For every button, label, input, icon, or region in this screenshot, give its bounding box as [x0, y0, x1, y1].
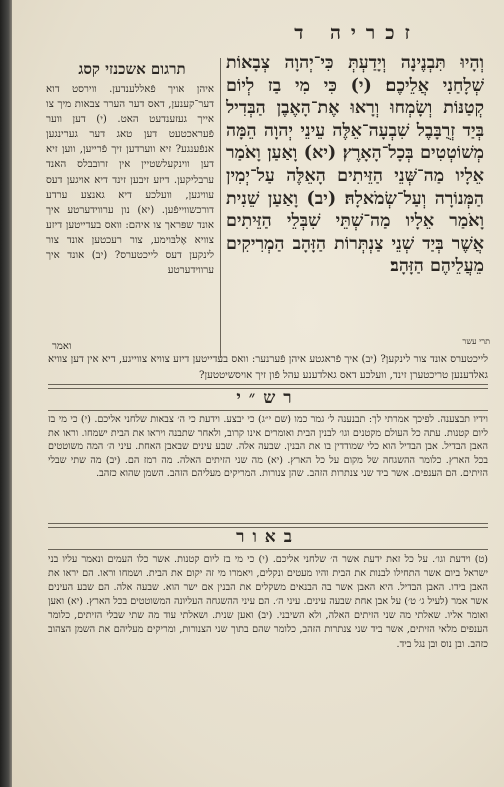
rashi-commentary: וידיו תבצענה. לפיכך אמרתי לך: תבנענה ל׳ גמר כמו (שם י״ג) כי יבצע. וידעת כי ה׳ צבאות שלחני אליכם. (י) כי מי בז ליום קטנות. עתה כל העולם מקטנים וגו׳ לבנין הבית ואומרים אינו קרוב, ולאחר שתבנה ויראו את הבית ישמחו. וראו את האבן הבדיל. אבן הבדיל הוא כלי שמודדין בו את הבנין. שבעה אלה. שבע עינים שבאבן האחת. עיני ה׳ המה משוטטים בכל הארץ. כלומר ההשגחה של מקום על כל הארץ. (יא) מה שני הזיתים האלה. מה רמז הם. (יב) מה שתי שבלי הזיתים. הם הענפים. אשר ביד שני צנתרות הזהב. שהן צנורות. המריקים מעליהם הזהב. השמן שהוא כזהב. — [48, 414, 488, 479]
targum-column: איהן אויך פֿאללענדען. ווירסט דוא דער־קענען, דאס דער הערר צבאות מיך צו אייך געזענדעט האט. (י) דען ווער פֿעראכטעט דען טאג דער גערינגען אנפֿענגע? זיא ווערדען זיך פֿרייען, ווען זיא דען ווינקעלשטיין אין זרובבלס האנד ערבליקען. דיזע זיבען זינד דיא אויגען דעס עוויגען, וועלכע דיא גאנצע ערדע דורכשווייפֿען. (יא) נון ערווידערטע איך אונד שפּראך צו איהם: וואס בעדייטען דיזע צוויא אֶלבּוימע, צור רעכטען אונד צור לינקען דעס לייכטערס? (יב) אונד איך ערווידערטע — [46, 84, 214, 277]
rashi-header: רש״י — [236, 388, 300, 408]
book-spine — [0, 0, 12, 787]
biur-commentary: (ט) וידעת וגו׳. על כל זאת ידעת אשר ה׳ שלחני אליכם. (י) כי מי בז ליום קטנות. אשר כלו העמים ונאמר עליו בני ישראל ביום אשר התחילו לבנות את הבית והיו מעטים ונקלים, ויאמרו מי זה יקום את הבית. ושמחו וראו. הם יראו את האבן בידו. האבן הבדיל. היא האבן אשר בה הבנאים משקלים את הבנין אם ישר הוא. שבעה אלה. הם שבע העינים אשר אמר (לעיל ג׳ ט׳) על אבן אחת שבעה עינים. עיני ה׳. הם עיני ההשגחה העליונה המשוטטים בכל הארץ. (יא) ואען ואומר אליו. שאלתי מה שני הזיתים האלה, ולא השיבני. (יב) ואען שנית. ושאלתי עוד מה שתי שבלי הזיתים, כלומר הענפים מלאי הזיתים, אשר ביד שני צנתרות הזהב, כלומר שהם בתוך שני הצנורות, ומריקים מעליהם את השמן הצהוב כזהב. ובן נוס ובן נגל ביד. — [48, 554, 488, 650]
column-divider — [220, 58, 221, 358]
section-divider — [48, 549, 488, 550]
book-page — [12, 0, 504, 787]
signature-mark: תרי עשר — [462, 337, 490, 346]
targum-continuation: לייכטערס אונד צור לינקען? (יב) איך פֿראגטע איהן פֿערנער: וואס בעדייטען דיזע צוויא צווייגע, דיא אין דען צוויא גאלדענען טריכטערן זינד, וועלכע דאס גאלדענע עהל פֿון זיך אויסשיטטען? — [48, 354, 488, 381]
catchword: ואמר — [52, 341, 72, 352]
targum-header: תרגום אשכנזי קסג — [78, 60, 186, 78]
section-divider — [48, 410, 488, 411]
running-head: זכריה ד — [294, 22, 420, 44]
biur-header: באור — [236, 527, 300, 547]
main-text-column: וְהָיוּ תִּבְנֶינָה וְיָדַעְתְּ כִּי־יְהוָה צְבָאוֹת שְׁלָחַנִי אֲלֵיכֶם׃ (י) כִּי מִי בַז לְיוֹם קְטַנּוֹת וְשָׂמְחוּ וְרָאוּ אֶת־הָאֶבֶן הַבְּדִיל בְּיַד זְרֻבָּבֶל שִׁבְעָה־אֵלֶּה עֵינֵי יְהוָה הֵמָּה מְשׁוֹטְטִים בְּכָל־הָאָרֶץ׃ (יא) וָאַעַן וָאֹמַר אֵלָיו מַה־שְּׁנֵי הַזֵּיתִים הָאֵלֶּה עַל־יְמִין הַמְּנוֹרָה וְעַל־שְׂמֹאלָהּ׃ (יב) וָאַעַן שֵׁנִית וָאֹמַר אֵלָיו מַה־שְׁתֵּי שִׁבְּלֵי הַזֵּיתִים אֲשֶׁר בְּיַד שְׁנֵי צַנְתְּרוֹת הַזָּהָב הַמְרִיקִים מֵעֲלֵיהֶם הַזָּהָב׃ — [226, 53, 484, 277]
